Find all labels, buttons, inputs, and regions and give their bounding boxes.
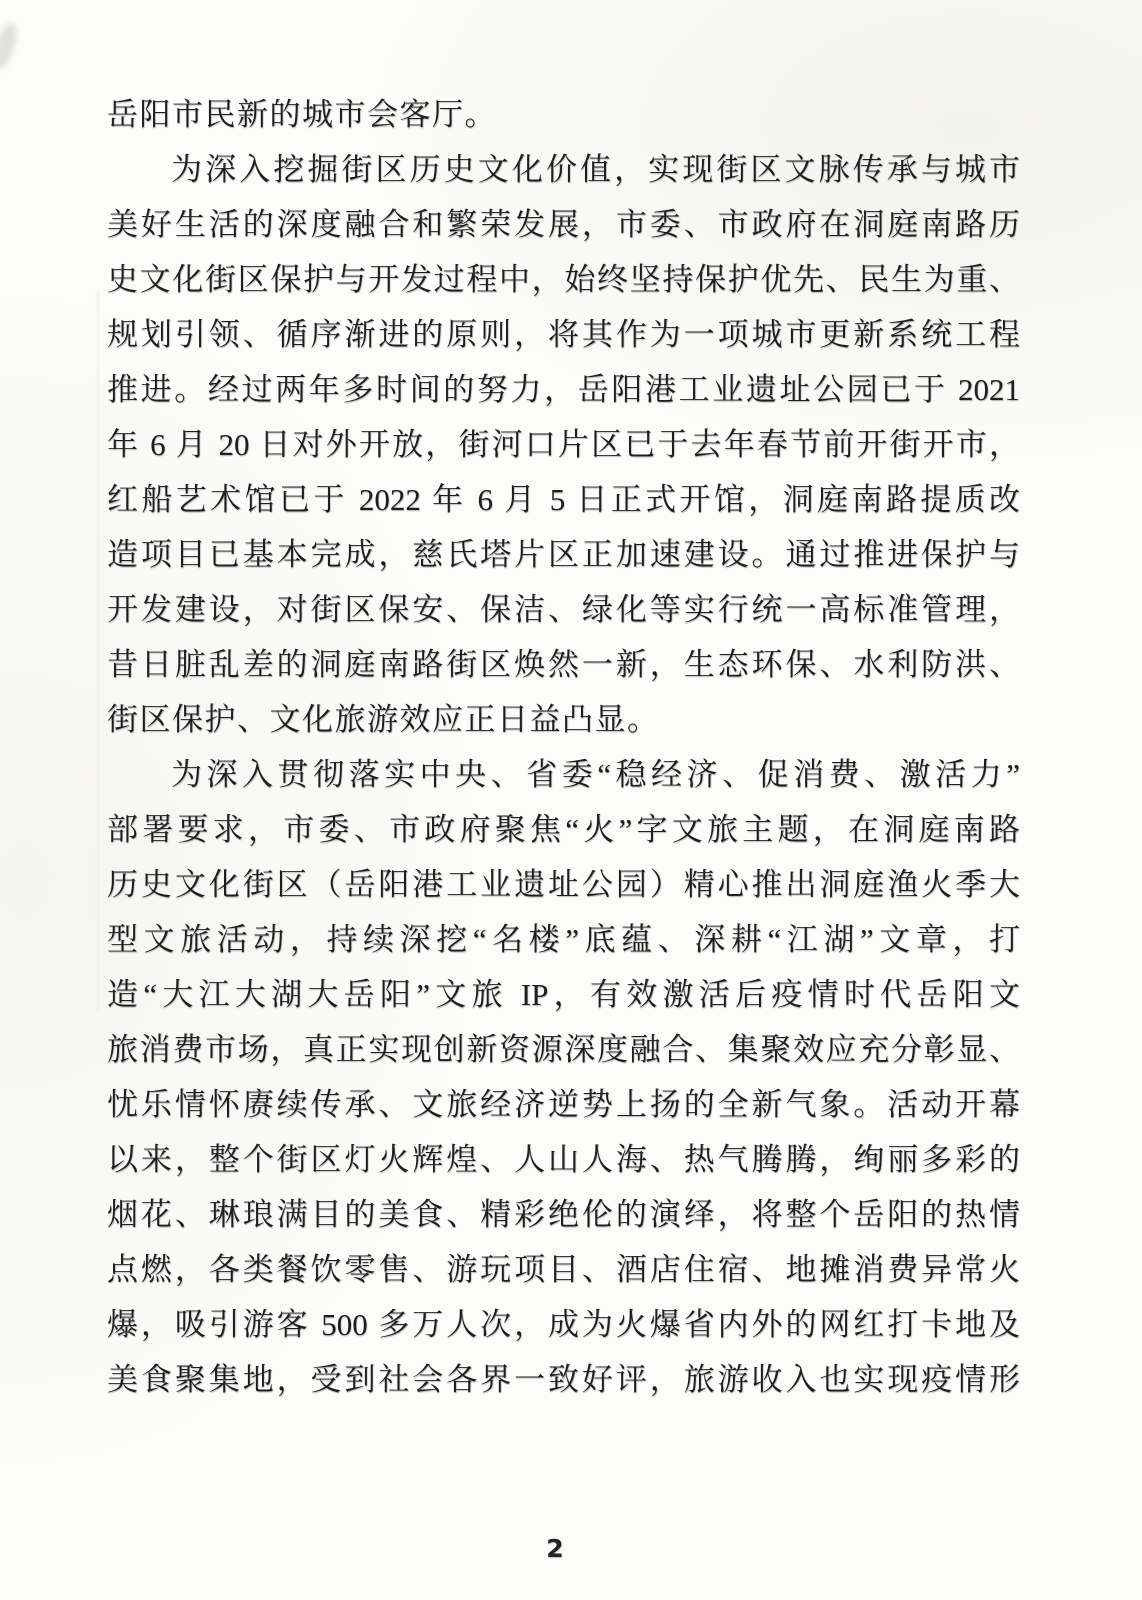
text-line: 红船艺术馆已于 2022 年 6 月 5 日正式开馆，洞庭南路提质改 bbox=[107, 482, 1020, 517]
text-line: 造“大江大湖大岳阳”文旅 IP，有效激活后疫情时代岳阳文 bbox=[107, 977, 1020, 1012]
text-line: 忧乐情怀赓续传承、文旅经济逆势上扬的全新气象。活动开幕 bbox=[107, 1087, 1020, 1122]
scan-artifact bbox=[0, 20, 21, 71]
text-line: 美食聚集地，受到社会各界一致好评，旅游收入也实现疫情形 bbox=[107, 1362, 1020, 1397]
text-line: 型文旅活动，持续深挖“名楼”底蕴、深耕“江湖”文章，打 bbox=[107, 922, 1020, 957]
page-number: 2 bbox=[546, 1534, 564, 1563]
text-line: 街区保护、文化旅游效应正日益凸显。 bbox=[107, 702, 660, 737]
text-line: 规划引领、循序渐进的原则，将其作为一项城市更新系统工程 bbox=[107, 317, 1020, 352]
text-line: 开发建设，对街区保安、保洁、绿化等实行统一高标准管理， bbox=[107, 592, 1020, 627]
text-line: 美好生活的深度融合和繁荣发展，市委、市政府在洞庭南路历 bbox=[107, 207, 1020, 242]
text-line: 年 6 月 20 日对外开放，街河口片区已于去年春节前开街开市， bbox=[107, 427, 1020, 462]
text-line: 为深入贯彻落实中央、省委“稳经济、促消费、激活力” bbox=[171, 757, 1020, 792]
text-line: 昔日脏乱差的洞庭南路街区焕然一新，生态环保、水利防洪、 bbox=[107, 647, 1020, 682]
text-line: 以来，整个街区灯火辉煌、人山人海、热气腾腾，绚丽多彩的 bbox=[107, 1142, 1020, 1177]
text-line: 为深入挖掘街区历史文化价值，实现街区文脉传承与城市 bbox=[171, 152, 1020, 187]
scan-artifact bbox=[97, 290, 99, 1010]
text-line: 旅消费市场，真正实现创新资源深度融合、集聚效应充分彰显、 bbox=[107, 1032, 1020, 1067]
text-line: 推进。经过两年多时间的努力，岳阳港工业遗址公园已于 2021 bbox=[107, 372, 1020, 407]
text-line: 历史文化街区（岳阳港工业遗址公园）精心推出洞庭渔火季大 bbox=[107, 867, 1020, 902]
text-line: 岳阳市民新的城市会客厅。 bbox=[107, 97, 497, 132]
text-line: 造项目已基本完成，慈氏塔片区正加速建设。通过推进保护与 bbox=[107, 537, 1020, 572]
text-line: 点燃，各类餐饮零售、游玩项目、酒店住宿、地摊消费异常火 bbox=[107, 1252, 1020, 1287]
text-line: 烟花、琳琅满目的美食、精彩绝伦的演绎，将整个岳阳的热情 bbox=[107, 1197, 1020, 1232]
text-block bbox=[107, 87, 1020, 1407]
text-line: 部署要求，市委、市政府聚焦“火”字文旅主题，在洞庭南路 bbox=[107, 812, 1020, 847]
text-line: 爆，吸引游客 500 多万人次，成为火爆省内外的网红打卡地及 bbox=[107, 1307, 1020, 1342]
text-line: 史文化街区保护与开发过程中，始终坚持保护优先、民生为重、 bbox=[107, 262, 1020, 297]
